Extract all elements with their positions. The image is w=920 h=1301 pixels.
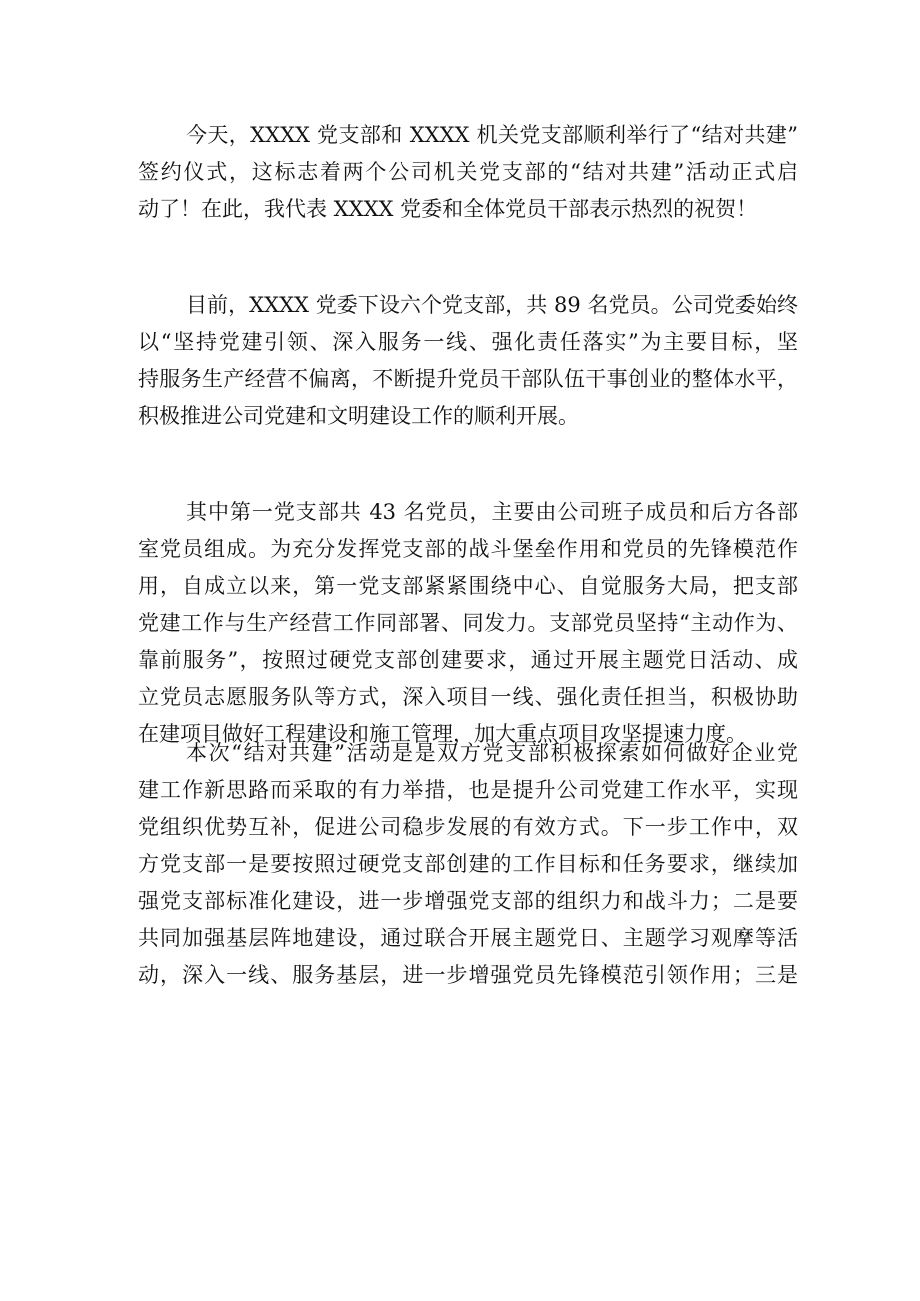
text-line: 积极推进公司党建和文明建设工作的顺利开展。 [138, 404, 579, 428]
text-line: 室党员组成。为充分发挥党支部的战斗堡垒作用和党员的先锋模范作 [138, 537, 798, 561]
text-line: 党建工作与生产经营工作同部署、同发力。支部党员坚持“主动作为、 [138, 611, 798, 635]
text-line: 以“坚持党建引领、深入服务一线、强化责任落实”为主要目标，坚 [138, 330, 798, 354]
text-line: 共同加强基层阵地建设，通过联合开展主题党日、主题学习观摩等活 [138, 926, 798, 950]
text-line: 本次“结对共建”活动是是双方党支部积极探索如何做好企业党 [186, 741, 798, 765]
paragraph-first-branch [138, 494, 798, 753]
text-line: 签约仪式，这标志着两个公司机关党支部的“结对共建”活动正式启 [138, 160, 798, 184]
text-line: 动，深入一线、服务基层，进一步增强党员先锋模范引领作用；三是 [138, 963, 798, 987]
text-line: 今天，XXXX 党支部和 XXXX 机关党支部顺利举行了“结对共建” [186, 123, 798, 147]
text-line: 强党支部标准化建设，进一步增强党支部的组织力和战斗力；二是要 [138, 889, 798, 913]
text-line: 靠前服务”，按照过硬党支部创建要求，通过开展主题党日活动、成 [138, 648, 798, 672]
text-line: 建工作新思路而采取的有力举措，也是提升公司党建工作水平，实现 [138, 778, 798, 802]
paragraph-opening [138, 117, 798, 228]
text-line: 持服务生产经营不偏离，不断提升党员干部队伍干事创业的整体水平， [138, 367, 798, 391]
text-line: 用，自成立以来，第一党支部紧紧围绕中心、自觉服务大局，把支部 [138, 574, 798, 598]
paragraph-joint-construction [138, 735, 798, 994]
paragraph-party-overview [138, 287, 798, 435]
text-line: 立党员志愿服务队等方式，深入项目一线、强化责任担当，积极协助 [138, 685, 798, 709]
text-line: 动了！在此，我代表 XXXX 党委和全体党员干部表示热烈的祝贺！ [138, 197, 758, 221]
text-line: 目前，XXXX 党委下设六个党支部，共 89 名党员。公司党委始终 [186, 293, 798, 317]
text-line: 在建项目做好工程建设和施工管理，加大重点项目攻坚提速力度。 [138, 722, 747, 746]
text-line: 其中第一党支部共 43 名党员，主要由公司班子成员和后方各部 [186, 500, 798, 524]
text-line: 方党支部一是要按照过硬党支部创建的工作目标和任务要求，继续加 [138, 852, 798, 876]
text-line: 党组织优势互补，促进公司稳步发展的有效方式。下一步工作中，双 [138, 815, 798, 839]
